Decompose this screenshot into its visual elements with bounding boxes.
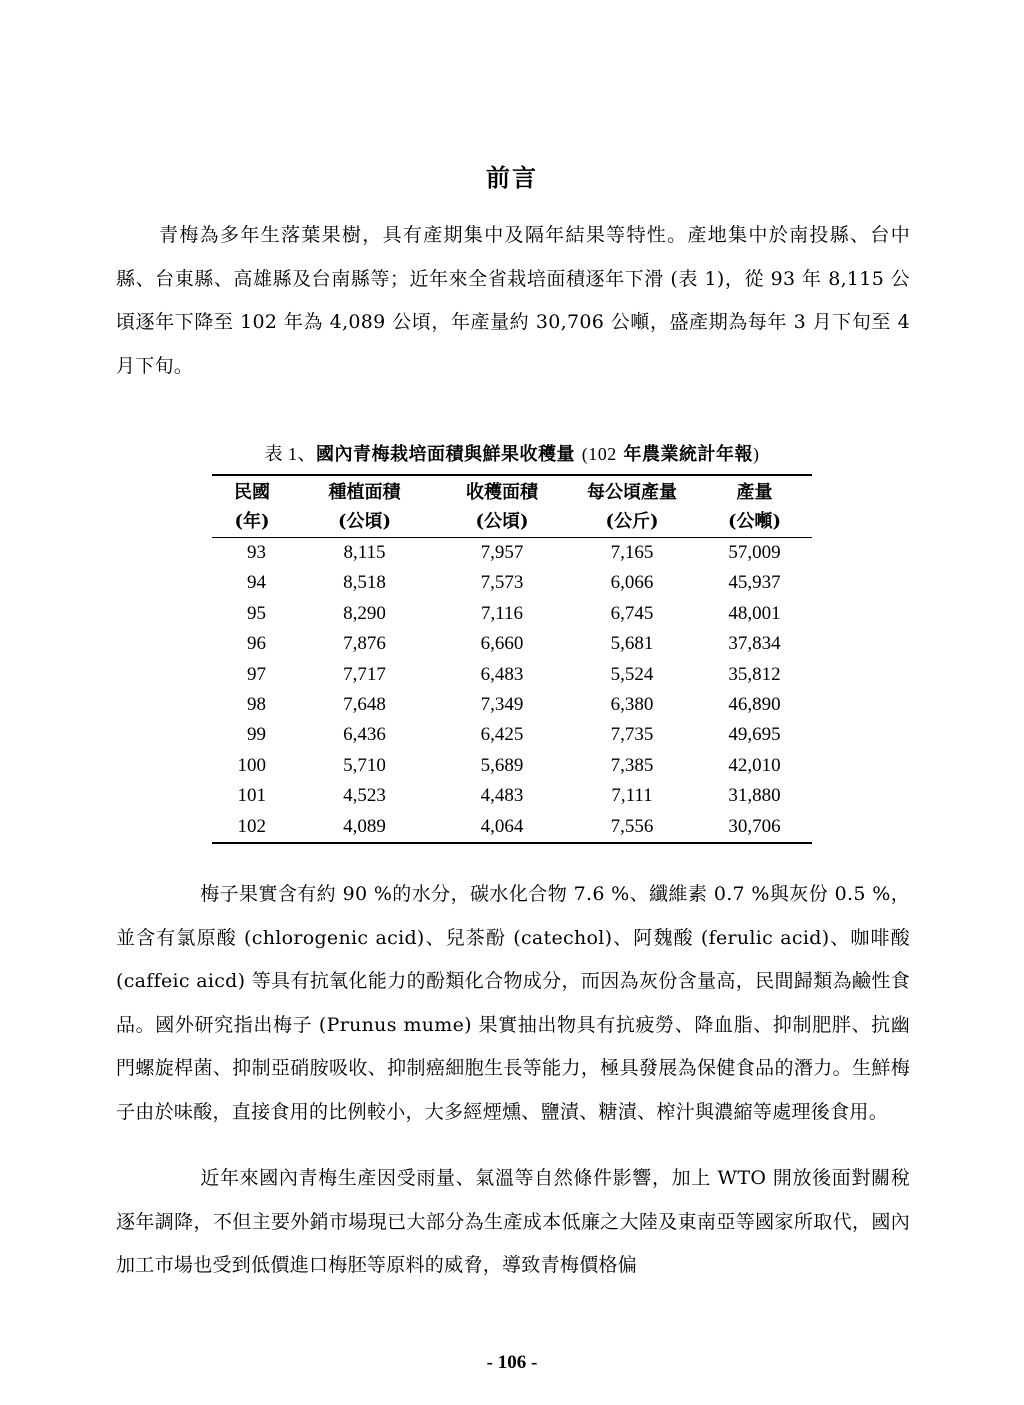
cell-production: 31,880 xyxy=(728,785,781,807)
cell-harvested-area: 7,957 xyxy=(480,542,524,563)
cell-year: 101 xyxy=(237,785,266,807)
cell-year: 95 xyxy=(247,602,266,624)
cell-production: 45,937 xyxy=(728,572,781,594)
cell-planted-area: 4,523 xyxy=(343,785,386,807)
cell-yield: 7,165 xyxy=(610,542,654,563)
market-paragraph-text: 近年來國內青梅生產因受雨量、氣溫等自然條件影響，加上 WTO 開放後面對關稅逐年調降，不但主要外銷市場現已大部分為生產成本低廉之大陸及東南亞等國家所取代，國內加工市場也受到低價進口梅胚等原料的威脅，導致青梅價格偏 xyxy=(116,1167,910,1276)
cell-yield: 7,735 xyxy=(610,724,654,746)
cell-yield: 7,111 xyxy=(611,785,653,807)
header-production: 產量 xyxy=(697,475,812,507)
cell-year: 96 xyxy=(247,633,266,655)
cell-harvested-area: 7,349 xyxy=(480,694,524,716)
cell-yield: 6,066 xyxy=(610,572,654,594)
cell-year: 99 xyxy=(247,724,266,746)
cell-production: 30,706 xyxy=(697,812,812,843)
cell-production: 37,834 xyxy=(728,633,781,655)
table-unit-row xyxy=(212,507,812,538)
table-row xyxy=(212,629,812,659)
cell-production: 46,890 xyxy=(728,694,781,716)
cell-planted-area: 4,089 xyxy=(292,812,437,843)
table-row xyxy=(212,720,812,750)
unit-yield-per-hectare: (公斤) xyxy=(567,507,697,538)
nutrition-paragraph xyxy=(116,873,910,1134)
header-harvested-area: 收穫面積 xyxy=(437,475,567,507)
table-caption-source-open: (102 xyxy=(581,444,617,464)
cell-production: 48,001 xyxy=(728,602,781,624)
cell-production: 42,010 xyxy=(728,754,781,776)
cell-planted-area: 7,717 xyxy=(343,663,386,685)
table-row xyxy=(212,751,812,781)
cell-planted-area: 8,290 xyxy=(343,602,386,624)
cell-harvested-area: 6,483 xyxy=(480,663,524,685)
unit-year: (年) xyxy=(212,507,292,538)
table-caption xyxy=(212,440,812,466)
cell-production: 35,812 xyxy=(728,663,781,685)
cell-year: 94 xyxy=(247,572,266,594)
table-row xyxy=(212,599,812,629)
table-caption-main: 國內青梅栽培面積與鮮果收穫量 xyxy=(315,444,575,465)
header-yield-per-hectare: 每公頃產量 xyxy=(567,475,697,507)
cell-harvested-area: 6,425 xyxy=(480,724,524,746)
intro-paragraph xyxy=(116,214,910,388)
table-caption-source-text: 年農業統計年報 xyxy=(623,444,754,465)
table-row xyxy=(212,538,812,569)
cell-planted-area: 7,648 xyxy=(343,694,386,716)
cell-year: 97 xyxy=(247,663,266,685)
nutrition-paragraph-text: 梅子果實含有約 90 %的水分，碳水化合物 7.6 %、纖維素 0.7 %與灰份 0.5 %，並含有氯原酸 (chlorogenic acid)、兒茶酚 (catechol)、阿魏酸 (ferulic acid)、咖啡酸 (caffeic aicd) 等具有抗氧化能力的酚類化合物成分，而因為灰份含量高，民間歸類為鹼性食品。國外研究指出梅子 (Prunus mume) 果實抽出物具有抗疲勞、降血脂、抑制肥胖、抗幽門螺旋桿菌、抑制亞硝胺吸收、抑制癌細胞生長等能力，極具發展為保健食品的潛力。生鮮梅子由於味酸，直接食用的比例較小，大多經煙燻、鹽漬、糖漬、榨汁與濃縮等處理後食用。 xyxy=(116,883,910,1123)
cell-production: 49,695 xyxy=(728,724,781,746)
cell-year: 100 xyxy=(237,754,266,776)
table-caption-source-close: ) xyxy=(753,444,760,464)
table-row xyxy=(212,568,812,598)
intro-paragraph-text: 青梅為多年生落葉果樹，具有產期集中及隔年結果等特性。產地集中於南投縣、台中縣、台東縣、高雄縣及台南縣等；近年來全省栽培面積逐年下滑 (表 1)，從 93 年 8,115 公頃逐年下降至 102 年為 4,089 公頃，年產量約 30,706 公噸，盛產期為每年 3 月下旬至 4 月下旬。 xyxy=(116,224,910,377)
table-row xyxy=(212,690,812,720)
cell-harvested-area: 4,064 xyxy=(437,812,567,843)
cell-planted-area: 8,518 xyxy=(343,572,386,594)
cell-harvested-area: 5,689 xyxy=(480,754,524,776)
cell-yield: 6,745 xyxy=(610,602,654,624)
cell-yield: 5,524 xyxy=(610,663,654,685)
cell-production: 57,009 xyxy=(728,542,781,563)
cell-yield: 6,380 xyxy=(610,694,654,716)
unit-planted-area: (公頃) xyxy=(292,507,437,538)
cell-planted-area: 8,115 xyxy=(343,542,386,563)
cell-yield: 7,385 xyxy=(610,754,654,776)
market-paragraph xyxy=(116,1157,910,1288)
header-planted-area: 種植面積 xyxy=(292,475,437,507)
cell-harvested-area: 6,660 xyxy=(480,633,524,655)
unit-harvested-area: (公頃) xyxy=(437,507,567,538)
cell-yield: 5,681 xyxy=(610,633,654,655)
cell-yield: 7,556 xyxy=(567,812,697,843)
cell-year: 93 xyxy=(247,542,266,563)
cell-planted-area: 6,436 xyxy=(343,724,386,746)
cell-year: 102 xyxy=(212,812,292,843)
table-row xyxy=(212,781,812,811)
cell-harvested-area: 7,116 xyxy=(480,602,524,624)
cell-harvested-area: 4,483 xyxy=(480,785,524,807)
table-row xyxy=(212,812,812,843)
production-table xyxy=(212,474,812,844)
header-year: 民國 xyxy=(212,475,292,507)
table-header-row xyxy=(212,475,812,507)
page-number: - 106 - xyxy=(486,1352,538,1373)
cell-planted-area: 5,710 xyxy=(343,754,386,776)
cell-planted-area: 7,876 xyxy=(343,633,386,655)
unit-production: (公噸) xyxy=(697,507,812,538)
table-row xyxy=(212,660,812,690)
cell-harvested-area: 7,573 xyxy=(480,572,524,594)
table-caption-prefix: 表 1、 xyxy=(264,444,316,464)
cell-year: 98 xyxy=(247,694,266,716)
page-title: 前言 xyxy=(486,164,538,192)
